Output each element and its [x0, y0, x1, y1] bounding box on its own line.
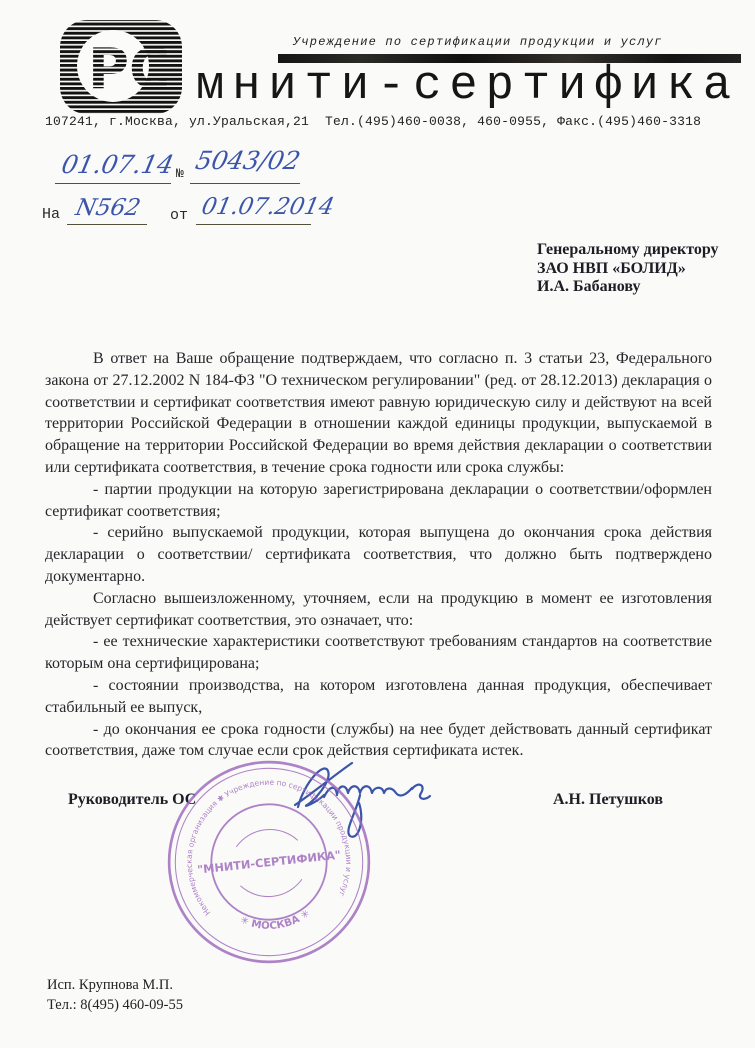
- letter-body: [45, 348, 712, 762]
- addressee-company: ЗАО НВП «БОЛИД»: [537, 259, 686, 277]
- stamp-ring-textpath: Некоммерческая организация ✱ Учреждение по сертификации продукции и услуг: [184, 777, 354, 918]
- signer-title: Руководитель ОС: [68, 791, 197, 808]
- executor-phone: Тел.: 8(495) 460-09-55: [47, 997, 183, 1013]
- handwritten-incoming-date: 01.07.2014: [199, 194, 337, 220]
- addressee-person: И.А. Бабанову: [537, 278, 641, 295]
- number-sign-label: №: [176, 166, 184, 181]
- header-tagline: Учреждение по сертификации продукции и услуг: [293, 35, 663, 49]
- incoming-number-underline: [67, 224, 147, 225]
- stamp-bottom-textpath: ✳ МОСКВА ✳: [238, 907, 313, 932]
- rostest-certification-logo: [58, 18, 184, 118]
- round-stamp: [154, 747, 385, 978]
- addressee-block: [537, 241, 719, 297]
- handwritten-outgoing-number: 5043/02: [192, 146, 303, 175]
- handwritten-incoming-number: N562: [73, 195, 143, 221]
- addressee-role: Генеральному директору: [537, 241, 719, 258]
- body-paragraph: - до окончания ее срока годности (службы) на нее будет действовать данный сертификат соответствия, даже том случае если срок действия сертификата истек.: [45, 720, 712, 760]
- body-paragraph: Согласно вышеизложенному, уточняем, если на продукцию в момент ее изготовления действует сертификат соответствия, это означает, что:: [45, 589, 712, 629]
- date-underline: [55, 183, 171, 184]
- incoming-date-underline: [196, 224, 311, 225]
- logo-letters: РС: [88, 37, 171, 102]
- body-paragraph: - ее технические характеристики соответствуют требованиям стандартов на соответствие которым она сертифицирована;: [45, 633, 712, 673]
- signature-ending-flourish: [412, 785, 430, 799]
- stamp-center-text: "МНИТИ-СЕРТИФИКА": [196, 847, 342, 877]
- body-paragraph: - партии продукции на которую зарегистрирована декларации о соответствии/оформлен сертификат соответствия;: [45, 480, 712, 520]
- handwritten-date: 01.07.14: [58, 150, 177, 179]
- header-address-line: 107241, г.Москва, ул.Уральская,21 Тел.(495)460-0038, 460-0955, Факс.(495)460-3318: [45, 114, 702, 129]
- body-paragraph: - серийно выпускаемой продукции, которая выпущена до окончания срока действия декларации о соответствии/ сертификата соответствия, что должно быть подтверждено документарно.: [45, 524, 712, 585]
- executor-name: Исп. Крупнова М.П.: [47, 977, 173, 993]
- stamp-inner-bottom-arc: [240, 879, 303, 899]
- body-paragraph: В ответ на Ваше обращение подтверждаем, что согласно п. 3 статьи 23, Федерального закона от 27.12.2002 N 184-ФЗ "О техническом регулировании" (ред. от 28.12.2013) декларация о соответствии и сертификат соответствия имеют равную юридическую силу и действуют на всей территории Российской Федерации в отношении каждой единицы продукции, выпускаемой в обращение на территории Российской Федерации во время действия декларации о соответствии или сертификата соответствия, в течение срока годности или срока службы:: [45, 350, 712, 476]
- na-label: На: [42, 206, 61, 223]
- stamp-inner-top-arc: [235, 826, 298, 846]
- body-paragraph: - состоянии производства, на котором изготовлена данная продукция, обеспечивает стабильный ее выпуск,: [45, 676, 712, 716]
- executor-block: [47, 975, 183, 1015]
- number-underline: [190, 183, 300, 184]
- stamp-bottom-text: [237, 906, 314, 935]
- ot-label: от: [170, 207, 189, 224]
- signer-name: А.Н. Петушков: [553, 791, 663, 808]
- org-title: мнити-сертифика: [196, 60, 740, 113]
